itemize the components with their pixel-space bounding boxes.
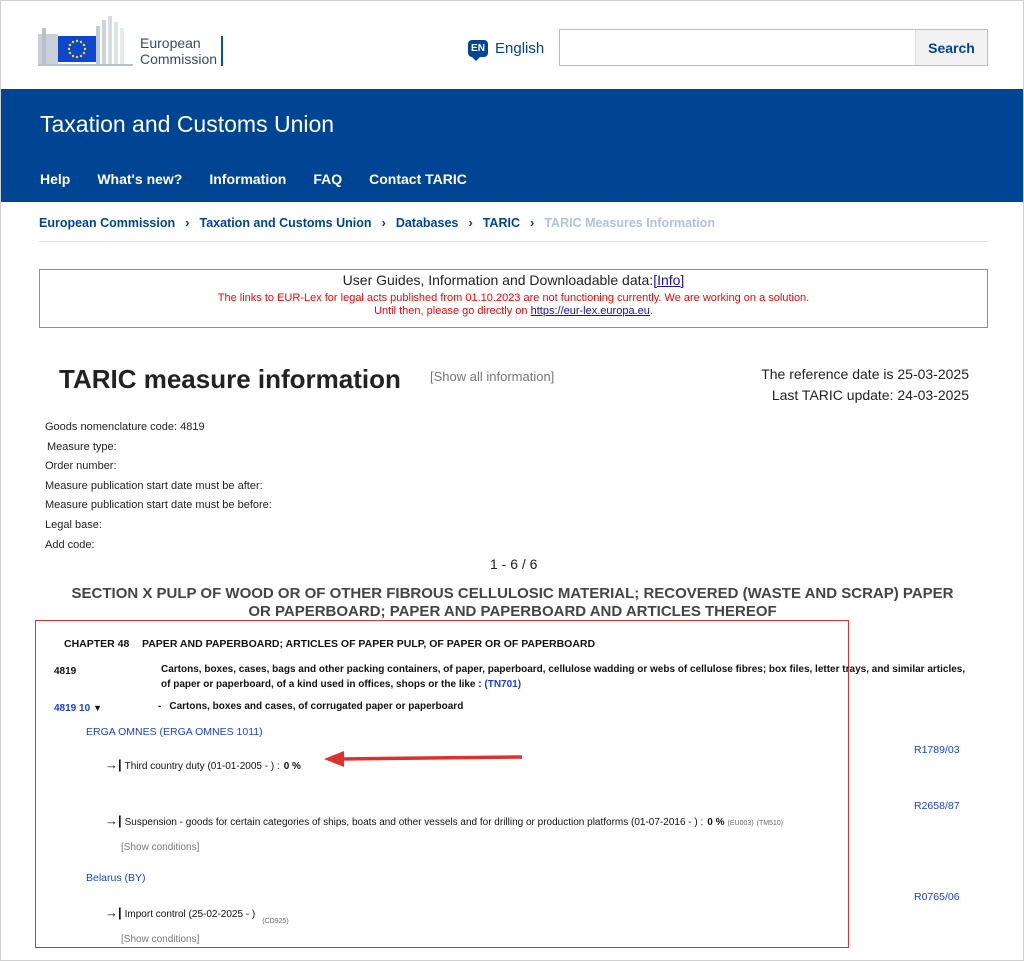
language-label: English [495, 39, 545, 57]
search-box [559, 29, 988, 66]
arrow-to-bar-icon: →| [105, 813, 122, 828]
heading-code: 4819 [54, 666, 77, 677]
breadcrumb [39, 215, 715, 230]
reference-date: The reference date is 25-03-2025 [761, 366, 969, 382]
footnote-tm510-link[interactable]: (TM510) [756, 820, 784, 827]
subheading-description-text: Cartons, boxes and cases, of corrugated paper or paperboard [169, 701, 464, 712]
measure-text: Third country duty (01-01-2005 - ) : [124, 761, 280, 772]
arrow-to-bar-icon: →| [105, 905, 122, 920]
footnote-cd925-link[interactable]: (CD925) [262, 918, 289, 925]
chevron-right-icon: › [185, 215, 190, 230]
eu-flag-icon [58, 36, 96, 62]
show-all-information-link[interactable]: [Show all information] [430, 369, 555, 384]
triangle-down-icon: ▼ [93, 703, 103, 713]
logo-line-2: Commission [140, 51, 218, 67]
measure-third-country-duty [105, 757, 301, 772]
notice-guides-text: User Guides, Information and Downloadable data: [342, 272, 654, 288]
nav-help[interactable]: Help [40, 171, 71, 187]
breadcrumb-current: TARIC Measures Information [544, 215, 715, 230]
last-update: Last TARIC update: 24-03-2025 [771, 387, 969, 403]
language-icon: EN [468, 40, 488, 57]
show-conditions-link[interactable]: [Show conditions] [121, 934, 200, 945]
nav-whats-new[interactable]: What's new? [97, 171, 183, 187]
regulation-r0765-link[interactable]: R0765/06 [914, 891, 960, 903]
notice-warning: The links to EUR-Lex for legal acts published from 01.10.2023 are not functioning currently. We are working on a solution. [217, 292, 810, 304]
notice-box [39, 269, 988, 328]
measure-import-control [105, 905, 289, 925]
param-order-number: Order number: [45, 460, 117, 473]
search-input[interactable] [560, 30, 916, 65]
nav-information[interactable]: Information [209, 171, 287, 187]
language-selector[interactable] [468, 38, 544, 58]
chapter-number: CHAPTER 48 [64, 638, 130, 650]
section-title-line-1: SECTION X PULP OF WOOD OR OF OTHER FIBROUS CELLULOSIC MATERIAL; RECOVERED (WASTE AND SCRAP) PAPER [71, 585, 954, 602]
arrow-to-bar-icon: →| [105, 757, 122, 772]
param-add-code: Add code: [45, 538, 95, 551]
heading-description [161, 662, 969, 692]
result-range: 1 - 6 / 6 [490, 556, 538, 572]
measure-duty: 0 % [283, 761, 301, 772]
breadcrumb-divider [39, 241, 989, 242]
breadcrumb-taric[interactable]: TARIC [482, 215, 520, 230]
param-start-after: Measure publication start date must be after: [45, 479, 263, 492]
site-header-band [1, 89, 1023, 202]
chevron-right-icon: › [529, 215, 535, 230]
param-goods-code: Goods nomenclature code: 4819 [45, 421, 205, 433]
site-title: Taxation and Customs Union [40, 111, 335, 137]
query-parameters [45, 418, 272, 555]
geo-area-erga-omnes-link[interactable]: ERGA OMNES (ERGA OMNES 1011) [86, 726, 263, 738]
show-conditions-link[interactable]: [Show conditions] [121, 842, 200, 853]
param-measure-type: Measure type: [47, 440, 117, 453]
measure-text: Suspension - goods for certain categories of ships, boats and other vessels and for drilling or production platforms (01-07-2016 - ) : [124, 817, 704, 828]
logo-text [140, 35, 217, 67]
subheading-description [158, 701, 463, 712]
main-nav [40, 171, 494, 187]
breadcrumb-databases[interactable]: Databases [395, 215, 459, 230]
chevron-right-icon: › [381, 215, 386, 230]
measure-text: Import control (25-02-2025 - ) [124, 909, 256, 920]
notice-line-1 [40, 272, 987, 288]
page-title: TARIC measure information [59, 364, 401, 394]
regulation-r1789-link[interactable]: R1789/03 [914, 744, 960, 756]
notice-line-3 [40, 305, 987, 318]
eur-lex-link[interactable]: https://eur-lex.europa.eu [530, 305, 650, 317]
nav-contact-taric[interactable]: Contact TARIC [369, 171, 467, 187]
measure-suspension [105, 813, 783, 828]
search-button[interactable]: Search [915, 30, 987, 65]
notice-until-text: Until then, please go directly on [374, 305, 531, 317]
reference-date-block [761, 364, 969, 406]
breadcrumb-taxation[interactable]: Taxation and Customs Union [199, 215, 372, 230]
footnote-tn701-link[interactable]: (TN701) [484, 679, 522, 690]
ec-logo[interactable] [38, 16, 228, 68]
heading-description-text: Cartons, boxes, cases, bags and other packing containers, of paper, paperboard, cellulose wadding or webs of cellulose fibres; box files, letter trays, and similar articles, of paper or paperboard, of a kind used in offices, shops or the like : [161, 664, 966, 690]
section-title-line-2: OR PAPERBOARD; PAPER AND PAPERBOARD AND ARTICLES THEREOF [248, 603, 777, 620]
regulation-r2658-link[interactable]: R2658/87 [914, 800, 960, 812]
param-start-before: Measure publication start date must be before: [45, 499, 272, 512]
chapter-title: PAPER AND PAPERBOARD; ARTICLES OF PAPER PULP, OF PAPER OR OF PAPERBOARD [142, 638, 596, 650]
chapter-row [64, 638, 595, 650]
logo-line-1: European [140, 35, 201, 51]
section-title [40, 585, 985, 621]
param-legal-base: Legal base: [45, 518, 102, 531]
nav-faq[interactable]: FAQ [313, 171, 343, 187]
notice-end: . [649, 305, 653, 317]
info-link[interactable]: [Info] [653, 272, 685, 288]
subheading-code: 4819 10 [54, 703, 91, 714]
geo-area-belarus-link[interactable]: Belarus (BY) [86, 872, 146, 884]
subheading-dash: - [158, 701, 162, 712]
logo-divider [221, 36, 223, 66]
breadcrumb-european-commission[interactable]: European Commission [39, 215, 176, 230]
chevron-right-icon: › [468, 215, 473, 230]
measure-duty: 0 % [707, 817, 725, 828]
subheading-code-link[interactable] [54, 703, 102, 714]
footnote-eu003-link[interactable]: (EU003) [727, 820, 754, 827]
red-pointer-arrow-icon [322, 748, 526, 768]
